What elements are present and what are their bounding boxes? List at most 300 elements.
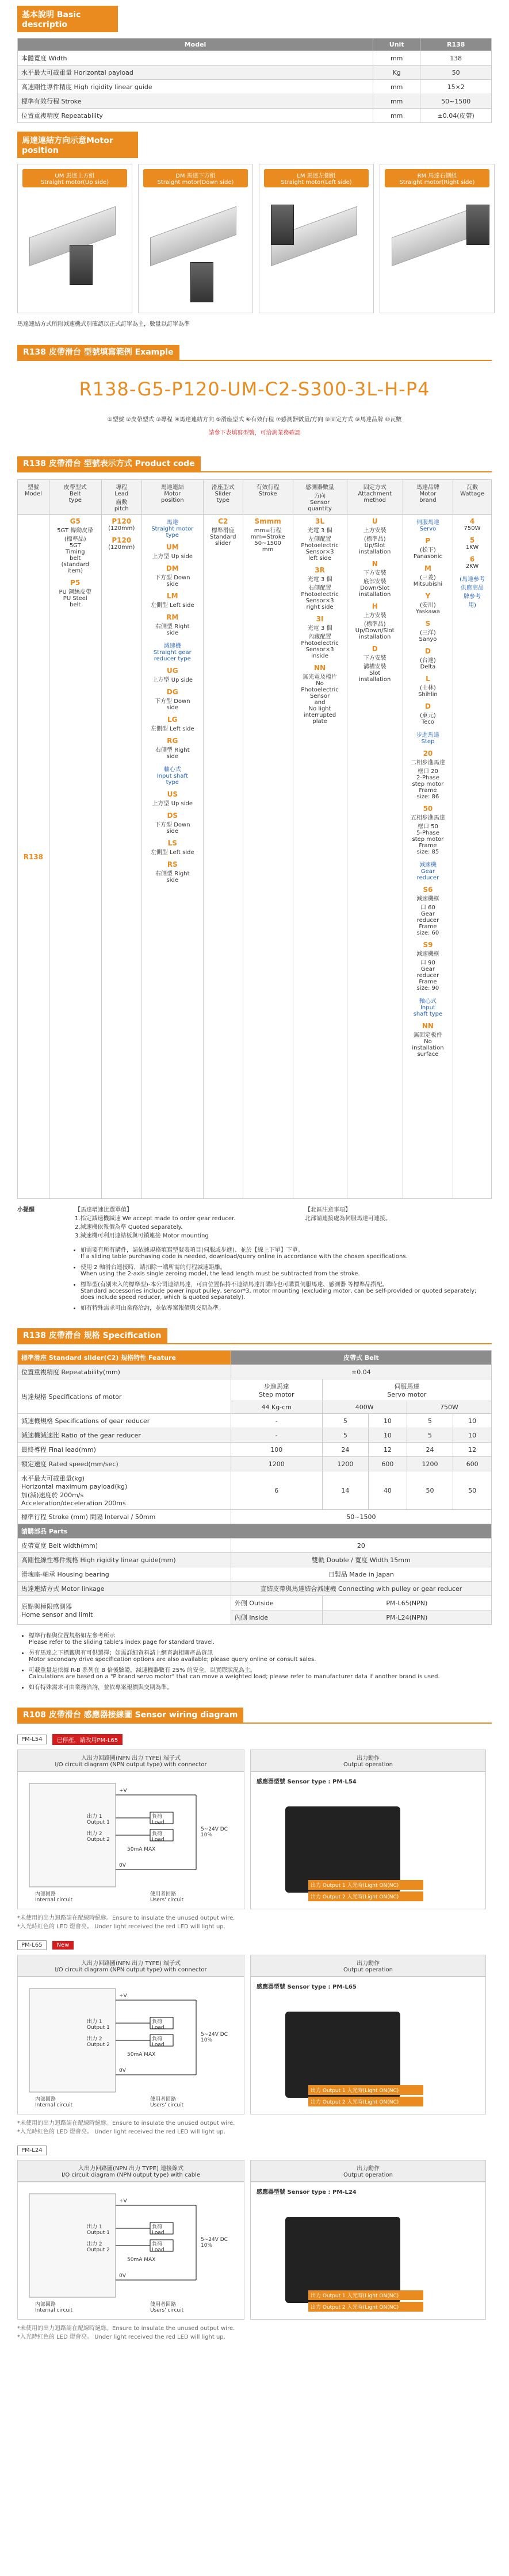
pc-brand xyxy=(405,886,450,936)
pc-header: 馬達連結 Motor position xyxy=(141,480,203,515)
pc-header: 有效行程 Stroke xyxy=(243,480,293,515)
pc-model: R138 xyxy=(23,852,43,861)
pc-motor-code: DM xyxy=(166,564,179,572)
spec-cell: 10 xyxy=(453,1428,492,1443)
pc-motor-desc: 上方型 Up side xyxy=(152,677,193,683)
rail-image xyxy=(392,206,478,267)
label-out2: 出力 2 Output 2 xyxy=(87,2241,110,2253)
sensor-block xyxy=(17,1940,492,2135)
spec-servo-750: 750W xyxy=(407,1401,491,1414)
label-zero: 0V xyxy=(119,1863,126,1868)
basic-cell: 標準有效行程 Stroke xyxy=(18,94,373,109)
spec-cell: - xyxy=(231,1428,322,1443)
sensor-block-head xyxy=(17,2146,492,2155)
sensor-circuit xyxy=(17,1955,244,2114)
pc-brand xyxy=(405,647,450,670)
label-load2: 負荷 Load xyxy=(152,2036,164,2048)
example-legend: ①型號 ②皮帶型式 ③導程 ④馬達連結方向 ⑤滑座型式 ⑥有效行程 ⑦感測器數量/方向 ⑧固定方式 ⑨馬達品牌 ⑩瓦數 xyxy=(107,417,402,423)
pc-attach xyxy=(350,560,400,598)
pc-brand-desc: (安川) Yaskawa xyxy=(415,602,440,615)
circuit-svg xyxy=(18,1772,244,1909)
circuit-diagram xyxy=(17,2182,244,2320)
output-list xyxy=(308,2289,423,2313)
pc-lead-desc: (120mm) xyxy=(108,544,135,551)
pc-motor xyxy=(144,812,201,835)
pc-motor xyxy=(144,641,201,662)
pc-brand-desc: (士林) Shihlin xyxy=(418,685,438,698)
pc-brand xyxy=(405,941,450,991)
pc-motor-code: US xyxy=(167,790,178,798)
pc-motor-desc: 左側型 Left side xyxy=(150,849,194,856)
pc-brand-desc: 五相步進馬達 框口 50 5-Phase step motor Frame size: 85 xyxy=(410,815,445,855)
pc-brand-desc: 減速機框 口 90 Gear reducer Frame size: 90 xyxy=(416,951,439,991)
pc-brand-desc: (台達) Delta xyxy=(420,658,436,670)
pc-sensor-desc: 無光電及檔片 No Photoelectric Sensor and No light interrupted plate xyxy=(301,674,339,725)
spec-row xyxy=(18,1443,492,1457)
label-dc: 5~24V DC 10% xyxy=(201,2032,228,2043)
pc-motor-desc: 右側型 Right side xyxy=(155,871,190,883)
sensor-model: PM-L54 xyxy=(17,1735,47,1744)
pc-watt-code: 4 xyxy=(469,517,475,525)
pc-brand-code: 20 xyxy=(423,749,433,758)
spec-step-kg: 44 Kg-cm xyxy=(231,1401,322,1414)
pc-lead xyxy=(104,517,139,532)
label-out1: 出力 1 Output 1 xyxy=(87,2019,110,2031)
pc-motor-desc: 減速機 Straight gear reducer type xyxy=(153,643,192,662)
sensor-block xyxy=(17,1734,492,1930)
spec-row xyxy=(18,1414,492,1428)
spec-home-label: 原點與極限感測器 Home sensor and limit xyxy=(18,1596,231,1625)
pc-brand-code: S xyxy=(425,620,431,628)
pc-brand xyxy=(405,805,450,855)
sensor-notes: *未使用的出力迴路請在配線時絕緣。Ensure to insulate the unused output wire. *入光時紅色的 LED 燈會亮。 Under light received the red LED will light up. xyxy=(17,1915,235,1930)
parts-value: 日製品 Made in Japan xyxy=(231,1567,491,1582)
pc-brand xyxy=(405,517,450,532)
basic-cell: 138 xyxy=(420,51,492,66)
basic-row xyxy=(18,109,492,123)
spec-cell: 12 xyxy=(369,1443,407,1457)
pc-motor xyxy=(144,517,201,539)
pc-brand xyxy=(405,564,450,587)
output-bar: 出力 Output 2 入光時(Light ON(NC) xyxy=(308,2302,423,2312)
motor-position-label: RM 馬達右側組 Straight motor(Right side) xyxy=(385,169,489,187)
spec-row xyxy=(18,1428,492,1443)
sensor-band xyxy=(17,1708,492,1724)
label-users: 使用者回路 Users' circuit xyxy=(150,1891,184,1903)
product-code-band-label: R138 皮帶滑台 型號表示方式 Product code xyxy=(17,456,201,471)
label-ma: 50mA MAX xyxy=(127,2052,156,2058)
pc-lead xyxy=(104,536,139,551)
pc-motor xyxy=(144,564,201,587)
pc-watt xyxy=(456,536,489,551)
pc-motor xyxy=(144,543,201,560)
motor-position-card xyxy=(17,164,132,313)
label-dc: 5~24V DC 10% xyxy=(201,1827,228,1838)
pc-motor-desc: 軸心式 Input shaft type xyxy=(156,767,188,786)
basic-cell: 50 xyxy=(420,66,492,80)
pc-motor xyxy=(144,667,201,683)
sensor-block-head xyxy=(17,1734,492,1745)
pc-brand-desc: (三菱) Mitsubishi xyxy=(413,575,443,587)
spec-step-motor: 步進馬達 Step motor xyxy=(231,1379,322,1401)
label-dc: 5~24V DC 10% xyxy=(201,2237,228,2248)
parts-row xyxy=(18,1582,492,1596)
motor-position-label: UM 馬達上方組 Straight motor(Up side) xyxy=(22,169,127,187)
sensor-model: PM-L65 xyxy=(17,1940,47,1950)
pc-motor-code: LM xyxy=(166,592,178,600)
pc-brand-desc: 步進馬達 Step xyxy=(416,732,439,745)
pc-brand-desc: 無固定板件 No installation surface xyxy=(412,1032,444,1058)
pc-belt xyxy=(52,579,99,608)
output-head: 出力動作 Output operation xyxy=(250,1750,486,1771)
pc-brand xyxy=(405,1022,450,1058)
pc-watt-desc: (馬達參考 供應商品 牌參考 用) xyxy=(460,576,485,609)
motor-position-card xyxy=(259,164,374,313)
basic-cell: 位置重複精度 Repeatability xyxy=(18,109,373,123)
circuit-head: 入出力回路圖(NPN 出力 TYPE) 連接線式 I/O circuit diagram (NPN output type) with cable xyxy=(17,2160,244,2182)
basic-row xyxy=(18,94,492,109)
sensor-circuit xyxy=(17,1750,244,1909)
spec-cell: 10 xyxy=(453,1414,492,1428)
label-vplus: +V xyxy=(119,1788,127,1794)
spec-motor-label: 馬達規格 Specifications of motor xyxy=(18,1379,231,1414)
pc-sensor-code: NN xyxy=(314,664,326,672)
label-ma: 50mA MAX xyxy=(127,1847,156,1852)
spec-cell: 10 xyxy=(369,1428,407,1443)
spec-row-label: 最終導程 Final lead(mm) xyxy=(18,1443,231,1457)
pc-motor-code: LG xyxy=(167,716,178,724)
spec-table xyxy=(17,1350,492,1625)
example-code: R138-G5-P120-UM-C2-S300-3L-H-P4 xyxy=(79,378,430,400)
sensor-block-head xyxy=(17,1940,492,1950)
parts-value: 雙軌 Double / 寬度 Width 15mm xyxy=(231,1553,491,1567)
parts-value: 直結皮帶與馬達結合減速機 Connecting with pulley or gear reducer xyxy=(231,1582,491,1596)
basic-row xyxy=(18,80,492,94)
sensor-badge: 已停產，請改用PM-L65 xyxy=(52,1734,123,1745)
motor-icon xyxy=(70,245,93,285)
basic-table xyxy=(17,38,492,123)
pc-motor-desc: 上方型 Up side xyxy=(152,801,193,807)
spec-inside-label: 內側 Inside xyxy=(231,1610,322,1625)
pc-belt-code: G5 xyxy=(70,517,81,525)
sensor-image-box xyxy=(250,1771,486,1909)
pc-brand-code: L xyxy=(426,675,430,683)
pc-motor xyxy=(144,860,201,883)
spec-servo-motor: 伺服馬達 Servo motor xyxy=(322,1379,491,1401)
circuit-svg xyxy=(18,1977,244,2114)
spec-outside-val: PM-L65(NPN) xyxy=(322,1596,491,1610)
pc-bullet: • 使用 2 軸滑台連接時，請扣除一端所需的行程減速距離。 When using the 2-axis single zeroing model, the lead length must be subtracted from the stroke. xyxy=(81,1262,492,1277)
sensor-image-box xyxy=(250,1977,486,2114)
product-code-table xyxy=(17,479,492,1199)
basic-title: 基本說明 Basic descriptio xyxy=(17,6,118,32)
pc-slider-code: C2 xyxy=(218,517,228,525)
pc-motor-desc: 馬達 Straight motor type xyxy=(151,520,194,539)
sensor-row xyxy=(17,1955,492,2114)
pc-attach-desc: 下方安裝 底部安裝 Down/Slot installation xyxy=(359,570,391,598)
example-section xyxy=(0,328,509,436)
spec-cell: 24 xyxy=(322,1443,368,1457)
basic-cell: mm xyxy=(373,80,420,94)
spec-header-right: 皮帶式 Belt xyxy=(231,1351,491,1365)
pc-motor xyxy=(144,839,201,856)
pc-brand-code: D xyxy=(424,702,431,710)
spec-cell: 5 xyxy=(322,1414,368,1428)
pc-header: 導程 Lead 齒數 pitch xyxy=(101,480,141,515)
sensor-image-box xyxy=(250,2182,486,2320)
label-vplus: +V xyxy=(119,1993,127,1999)
pc-lead-code: P120 xyxy=(112,536,132,544)
circuit-head: 入出力回路圖(NPN 出力 TYPE) 端子式 I/O circuit diagram (NPN output type) with connector xyxy=(17,1750,244,1771)
basic-header-r138: R138 xyxy=(420,39,492,51)
pc-stroke xyxy=(246,517,290,553)
pc-motor-code: DS xyxy=(167,812,178,820)
parts-value: 20 xyxy=(231,1539,491,1553)
pc-motor-code: LS xyxy=(167,839,177,847)
basic-cell: 15×2 xyxy=(420,80,492,94)
spec-cell: 5 xyxy=(407,1428,453,1443)
pc-belt-desc: PU 鋼絲皮帶 PU Steel belt xyxy=(59,589,92,608)
pc-brand-desc: 減速機 Gear reducer xyxy=(416,862,439,881)
output-bar: 出力 Output 2 入光時(Light ON(NC) xyxy=(308,2097,423,2106)
spec-bullet: • 如有特殊需求可由業務洽詢，並依專案報價與交期為準。 xyxy=(29,1682,492,1691)
pc-header: 固定方式 Attachment method xyxy=(347,480,403,515)
pc-notes-row xyxy=(17,1205,492,1239)
pc-watt-desc: 2KW xyxy=(465,563,479,570)
pc-sensor-code: 3R xyxy=(315,566,325,574)
parts-label: 滑塊座-軸承 Housing bearing xyxy=(18,1567,231,1582)
basic-section xyxy=(0,0,509,123)
pc-motor-code: UM xyxy=(166,543,179,551)
spec-bullet: • 標準行程與位置規格如左參考所示 Please refer to the sliding table's index page for standard travel. xyxy=(29,1631,492,1645)
output-bar: 出力 Output 1 入光時(Light ON(NC) xyxy=(308,2290,423,2300)
spec-band-label: R138 皮帶滑台 規格 Specification xyxy=(17,1328,167,1343)
output-bar: 出力 Output 1 入光時(Light ON(NC) xyxy=(308,2085,423,2095)
label-internal: 內部回路 Internal circuit xyxy=(35,2302,73,2313)
pc-slider-desc: 標準滑座 Standard slider xyxy=(209,528,236,547)
pc-motor-desc: 右側型 Right side xyxy=(155,747,190,760)
spec-row-label: 額定速度 Rated speed(mm/sec) xyxy=(18,1457,231,1471)
pc-motor-code: RG xyxy=(167,737,178,745)
label-ma: 50mA MAX xyxy=(127,2257,156,2263)
label-out2: 出力 2 Output 2 xyxy=(87,1831,110,1843)
spec-row-label: 減速機減速比 Ratio of the gear reducer xyxy=(18,1428,231,1443)
output-bar: 出力 Output 1 入光時(Light ON(NC) xyxy=(308,1880,423,1890)
pc-sensor-code: 3I xyxy=(316,615,324,623)
basic-cell: 50~1500 xyxy=(420,94,492,109)
pc-watt-desc: 1KW xyxy=(465,544,479,551)
label-load1: 負荷 Load xyxy=(152,2224,164,2236)
pc-motor-code: RS xyxy=(167,860,178,868)
spec-cell: 6 xyxy=(231,1471,322,1510)
pc-belt xyxy=(52,517,99,574)
spec-stroke-label: 標準行程 Stroke (mm) 間隔 Interval / 50mm xyxy=(18,1510,231,1524)
pc-lead-code: P120 xyxy=(112,517,132,525)
spec-row-label: 減速機規格 Specifications of gear reducer xyxy=(18,1414,231,1428)
spec-cell: 24 xyxy=(407,1443,453,1457)
pc-brand-code: Y xyxy=(425,592,431,600)
pc-note-title: 小提醒 xyxy=(17,1207,35,1213)
spec-cell: 600 xyxy=(369,1457,407,1471)
pc-brand-desc: (松下) Panasonic xyxy=(413,547,442,560)
basic-cell: mm xyxy=(373,109,420,123)
pc-motor-desc: 左側型 Left side xyxy=(150,602,194,609)
pc-motor-code: RM xyxy=(166,613,179,621)
circuit-diagram xyxy=(17,1771,244,1909)
output-head: 出力動作 Output operation xyxy=(250,2160,486,2182)
spec-row xyxy=(18,1471,492,1510)
pc-sensor-desc: 光電 3 個 內藏配置 Photoelectric Sensor×3 inside xyxy=(301,625,339,659)
output-list xyxy=(308,2083,423,2108)
spec-cell: 1200 xyxy=(231,1457,322,1471)
pc-motor xyxy=(144,790,201,807)
pc-brand-code: NN xyxy=(422,1022,434,1030)
sensor-notes: *未使用的出力迴路請在配線時絕緣。Ensure to insulate the unused output wire. *入光時紅色的 LED 燈會亮。 Under light received the red LED will light up. xyxy=(17,2325,235,2340)
parts-row xyxy=(18,1539,492,1553)
label-internal: 內部回路 Internal circuit xyxy=(35,2097,73,2108)
sensor-output xyxy=(250,2160,486,2320)
pc-motor-desc: 下方型 Down side xyxy=(155,822,190,835)
basic-cell: mm xyxy=(373,51,420,66)
pc-brand xyxy=(405,860,450,881)
label-load1: 負荷 Load xyxy=(152,1814,164,1825)
pc-watt-desc: 750W xyxy=(464,525,481,532)
pc-motor-code: DG xyxy=(166,688,178,696)
pc-motor xyxy=(144,688,201,711)
basic-header-model: Model xyxy=(18,39,373,51)
pc-attach xyxy=(350,602,400,640)
pc-motor xyxy=(144,764,201,786)
label-internal: 內部回路 Internal circuit xyxy=(35,1891,73,1903)
circuit-diagram xyxy=(17,1977,244,2114)
basic-cell: Kg xyxy=(373,66,420,80)
pc-brand xyxy=(405,702,450,725)
pc-sensor-desc: 光電 3 個 左側配置 Photoelectric Sensor×3 left side xyxy=(301,528,339,562)
motor-position-list xyxy=(17,164,492,313)
parts-label: 皮帶寬度 Belt width(mm) xyxy=(18,1539,231,1553)
pc-attach-desc: 上方安裝 (標準品) Up/Down/Slot installation xyxy=(355,613,395,640)
pc-header: 滑座型式 Slider type xyxy=(203,480,243,515)
motor-icon xyxy=(190,262,213,302)
parts-label: 高剛性線性導件規格 High rigidity linear guide(mm) xyxy=(18,1553,231,1567)
pc-attach-desc: 下方安裝 溝槽安裝 Slot installation xyxy=(359,655,391,683)
pc-motor xyxy=(144,592,201,609)
circuit-svg xyxy=(18,2182,244,2319)
pc-brand xyxy=(405,537,450,560)
sensor-title: 感應器型號 Sensor type : PM-L65 xyxy=(257,1984,357,1990)
spec-cell: 5 xyxy=(407,1414,453,1428)
pc-sensor-desc: 光電 3 個 右側配置 Photoelectric Sensor×3 right side xyxy=(301,576,339,610)
pc-watt-code: 6 xyxy=(469,555,475,563)
motor-position-label: LM 馬達左側組 Straight motor(Left side) xyxy=(264,169,369,187)
basic-cell: 水平最大可載重量 Horizontal payload xyxy=(18,66,373,80)
rail-image xyxy=(150,206,236,267)
spec-cell: 5 xyxy=(322,1428,368,1443)
product-code-band xyxy=(17,456,492,472)
pc-header: 型號 Model xyxy=(18,480,49,515)
pc-watt-code: 5 xyxy=(469,536,475,544)
basic-cell: 本體寬度 Width xyxy=(18,51,373,66)
motor-position-card xyxy=(138,164,253,313)
basic-row xyxy=(18,51,492,66)
spec-cell: 1200 xyxy=(322,1457,368,1471)
pc-motor xyxy=(144,613,201,636)
parts-row xyxy=(18,1567,492,1582)
pc-sensor xyxy=(296,566,345,610)
pc-brand-desc: 減速機框 口 60 Gear reducer Frame size: 60 xyxy=(416,896,439,936)
pc-header: 瓦數 Wattage xyxy=(453,480,492,515)
label-users: 使用者回路 Users' circuit xyxy=(150,2097,184,2108)
pc-sensor xyxy=(296,517,345,562)
spec-cell: 50 xyxy=(453,1471,492,1510)
sensor-title: 感應器型號 Sensor type : PM-L24 xyxy=(257,2189,357,2196)
spec-bullet: • 可載重量是依據 R-B 系列在 B 倍後驗證，減速機器數有 25% 的安全，以實際狀況為主。 Calculations are based on a "P brand servo motor" that can move a weighted load; please refer to manufacturer data if another brand is used. xyxy=(29,1665,492,1680)
pc-note-1: 【馬達增速比選單值】 1.指定減速機減速 We accept made to order gear reducer. 2.減速機依報價為準 Quoted separately. 3.減速機可利用連結板與可鎖連接 Motor mounting xyxy=(75,1207,236,1239)
pc-brand-desc: (三洋) Sanyo xyxy=(419,630,437,643)
circuit-head: 入出力回路圖(NPN 出力 TYPE) 端子式 I/O circuit diagram (NPN output type) with connector xyxy=(17,1955,244,1977)
pc-sensor-code: 3L xyxy=(315,517,325,525)
pc-motor xyxy=(144,737,201,760)
parts-row xyxy=(18,1553,492,1567)
sensor-model: PM-L24 xyxy=(17,2146,47,2155)
parts-label: 馬達連結方式 Motor linkage xyxy=(18,1582,231,1596)
spec-row-label: 水平最大可載重量(kg) Horizontal maximum payload(kg) 加(減)速度於 200m/s Acceleration/deceleration 200ms xyxy=(18,1471,231,1510)
sensor-block xyxy=(17,2146,492,2340)
label-load2: 負荷 Load xyxy=(152,1831,164,1843)
basic-header-unit: Unit xyxy=(373,39,420,51)
output-head: 出力動作 Output operation xyxy=(250,1955,486,1977)
sensor-circuit xyxy=(17,2160,244,2320)
pc-brand xyxy=(405,620,450,643)
pc-motor-code: UG xyxy=(166,667,178,675)
sensor-output xyxy=(250,1955,486,2114)
pc-brand xyxy=(405,592,450,615)
spec-cell: 50 xyxy=(407,1471,453,1510)
motor-position-label: DM 馬達下方組 Straight motor(Down side) xyxy=(143,169,248,187)
pc-motor-desc: 上方型 Up side xyxy=(152,553,193,560)
label-out2: 出力 2 Output 2 xyxy=(87,2036,110,2048)
pc-brand xyxy=(405,749,450,800)
motor-position-title: 馬達連結方向示意Motor position xyxy=(17,132,138,158)
example-note: 請參下表填寫型號，可洽詢業務確認 xyxy=(208,430,301,436)
pc-sensor xyxy=(296,664,345,725)
basic-cell: ±0.04(皮帶) xyxy=(420,109,492,123)
pc-attach xyxy=(350,517,400,555)
pc-stroke-code: Smmm xyxy=(254,517,281,525)
sensor-row xyxy=(17,1750,492,1909)
spec-stroke-val: 50~1500 xyxy=(231,1510,491,1524)
spec-header-left: 標準滑座 Standard slider(C2) 規格特性 Feature xyxy=(18,1351,231,1365)
pc-brand-desc: 伺服馬達 Servo xyxy=(416,520,439,532)
motor-icon xyxy=(271,205,294,245)
pc-motor-desc: 左側型 Left side xyxy=(150,726,194,732)
pc-attach-code: N xyxy=(372,560,378,568)
sensor-band-label: R108 皮帶滑台 感應器接線圖 Sensor wiring diagram xyxy=(17,1708,243,1723)
pc-bullets xyxy=(81,1245,492,1312)
spec-cell: 12 xyxy=(453,1443,492,1457)
spec-cell: 100 xyxy=(231,1443,322,1457)
spec-cell: 1200 xyxy=(407,1457,453,1471)
motor-icon xyxy=(466,205,489,245)
spec-band xyxy=(17,1328,492,1344)
pc-lead-desc: (120mm) xyxy=(108,525,135,532)
pc-brand-code: S9 xyxy=(423,941,433,949)
spec-cell: 14 xyxy=(322,1471,368,1510)
pc-attach xyxy=(350,645,400,683)
pc-watt xyxy=(456,555,489,570)
pc-brand-desc: 二相步進馬達 框口 20 2-Phase step motor Frame size: 86 xyxy=(410,760,445,800)
label-users: 使用者回路 Users' circuit xyxy=(150,2302,184,2313)
